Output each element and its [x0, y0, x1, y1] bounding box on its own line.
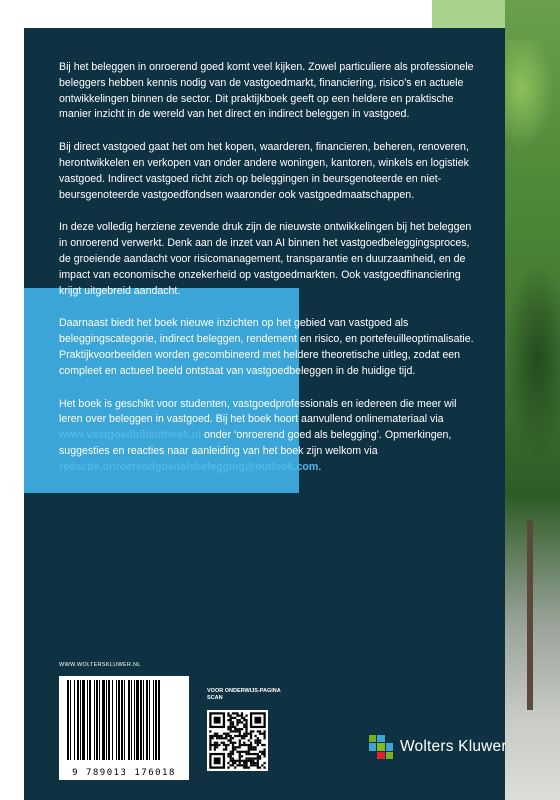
wolters-kluwer-logo — [368, 734, 538, 762]
paragraph-1: Bij het beleggen in onroerend goed komt veel kijken. Zowel particuliere als professionele beleggers hebben kennis nodig van de vastgoedmarkt, financiering, risico’s en actuele ontwikkelingen binnen de sector. Dit praktijkboek geeft op een heldere en praktische manier inzicht in de wereld van het direct en indirect beleggen in vastgoed. — [59, 61, 474, 121]
qr-label: VOOR ONDERWIJS-PAGINA SCAN — [207, 688, 281, 701]
wolters-kluwer-logo-text: Wolters Kluwer — [400, 738, 507, 755]
qr-code[interactable] — [207, 710, 268, 771]
photo-foliage-middle — [505, 260, 560, 460]
paragraph-4: Daarnaast biedt het boek nieuwe inzichten op het gebied van vastgoed als beleggingscategorie, indirect beleggen, rendement en risico, en portefeuilleoptimalisatie. Praktijkvoorbeelden worden gecombineerd met heldere theoretische uitleg, zodat een compleet en actueel beeld ontstaat van vastgoedbeleggen in de huidige tijd. — [59, 317, 474, 377]
isbn-barcode — [59, 676, 189, 780]
vastgoedbibliotheek-link[interactable]: www.vastgoedbibliotheek.nl — [59, 429, 202, 442]
paragraph-5 — [59, 397, 479, 476]
qr-code-modules — [207, 710, 268, 771]
paragraph-3: In deze volledig herziene zevende druk zijn de nieuwste ontwikkelingen bij het beleggen in onroerend verwerkt. Denk aan de inzet van AI binnen het vastgoedbeleggingsproces, de groeiende aandacht voor risicomanagement, transparantie en duurzaamheid, en de impact van economische onzekerheid op vastgoedmarkten. Ook vastgoedfinanciering krijgt uitgebreid aandacht. — [59, 221, 472, 297]
redactie-email-link[interactable]: redactie.onroerendgoedalsbelegging@outlook.com — [59, 460, 319, 473]
cover-photo — [505, 0, 560, 800]
isbn-number: 9 789013 176018 — [72, 768, 176, 778]
photo-tree-trunk — [527, 520, 533, 710]
photo-foliage-top — [505, 40, 560, 160]
back-cover-text — [59, 60, 479, 493]
paragraph-5-part-2: onder ‘onroerend goed als belegging’. Opmerkingen, suggesties en reacties naar aanleiding van het boek zijn welkom via — [59, 429, 452, 457]
barcode-bars — [65, 680, 183, 762]
paragraph-2: Bij direct vastgoed gaat het om het kopen, waarderen, financieren, beheren, renoveren, herontwikkelen en verkopen van onder andere woningen, kantoren, winkels en logistiek vastgoed. Indirect vastgoed richt zich op beleggingen in beursgenoteerde en niet-beursgenoteerde vastgoedfondsen waaronder ook vastgoedmaatschappen. — [59, 141, 469, 201]
website-url[interactable]: WWW.WOLTERSKLUWER.NL — [59, 662, 141, 668]
paragraph-5-part-3: . — [318, 460, 322, 473]
paragraph-5-part-1: Het boek is geschikt voor studenten, vastgoedprofessionals en iedereen die meer wil leren over beleggen in vastgoed. Bij het boek hoort aanvullend onlinemateriaal via — [59, 397, 457, 426]
wolters-kluwer-logo-icon — [368, 734, 394, 760]
